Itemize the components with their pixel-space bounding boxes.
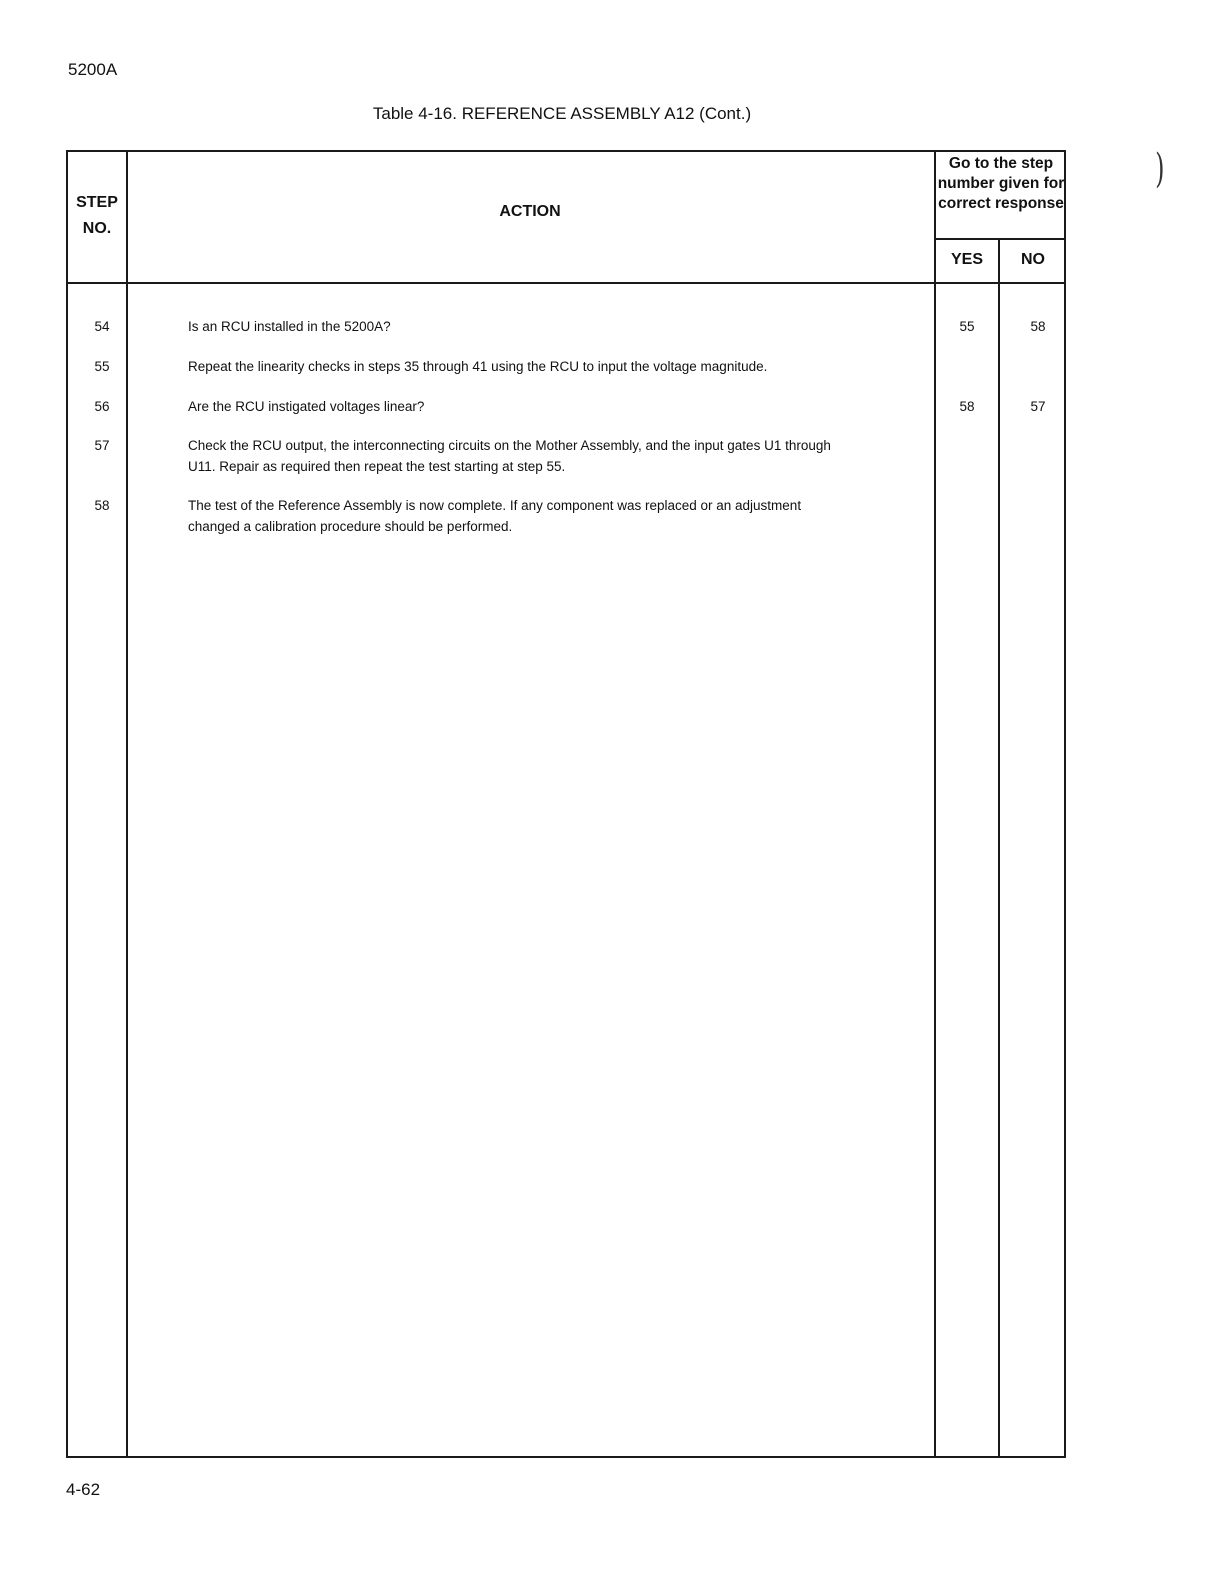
step-number: 58 bbox=[94, 498, 110, 513]
no-step: 57 bbox=[1030, 399, 1046, 414]
column-header-step bbox=[68, 190, 126, 242]
step-number: 54 bbox=[94, 319, 110, 334]
column-divider bbox=[998, 238, 1000, 1456]
page-number: 4-62 bbox=[66, 1480, 101, 1499]
step-number: 55 bbox=[94, 359, 110, 374]
column-divider bbox=[934, 152, 936, 1456]
column-header-no: NO bbox=[1021, 251, 1045, 268]
step-header-line2: NO. bbox=[82, 220, 112, 237]
header-divider bbox=[934, 238, 1064, 240]
model-number: 5200A bbox=[68, 60, 118, 79]
action-text: Is an RCU installed in the 5200A? bbox=[188, 319, 391, 334]
yes-step: 58 bbox=[959, 399, 975, 414]
step-number: 56 bbox=[94, 399, 110, 414]
step-header-line1: STEP bbox=[76, 194, 118, 211]
action-text: Repeat the linearity checks in steps 35 through 41 using the RCU to input the voltage magnitude. bbox=[188, 359, 768, 374]
action-text: The test of the Reference Assembly is now complete. If any component was replaced or an adjustment changed a calibration procedure should be performed. bbox=[188, 498, 802, 534]
column-divider bbox=[126, 152, 128, 1456]
no-step: 58 bbox=[1030, 319, 1046, 334]
header-divider bbox=[68, 282, 1064, 284]
action-text: Check the RCU output, the interconnecting circuits on the Mother Assembly, and the input gates U1 through U11. Repair as required then repeat the test starting at step 55. bbox=[188, 438, 831, 474]
table-title: Table 4-16. REFERENCE ASSEMBLY A12 (Cont.) bbox=[372, 104, 752, 123]
step-number: 57 bbox=[94, 438, 110, 453]
yes-step: 55 bbox=[959, 319, 975, 334]
troubleshooting-table bbox=[66, 150, 1066, 1458]
action-text: Are the RCU instigated voltages linear? bbox=[188, 399, 425, 414]
column-header-yes: YES bbox=[950, 251, 983, 268]
margin-mark: ) bbox=[1155, 146, 1165, 192]
column-header-action: ACTION bbox=[499, 203, 561, 220]
column-header-goto: Go to the step number given for correct response bbox=[937, 155, 1065, 212]
